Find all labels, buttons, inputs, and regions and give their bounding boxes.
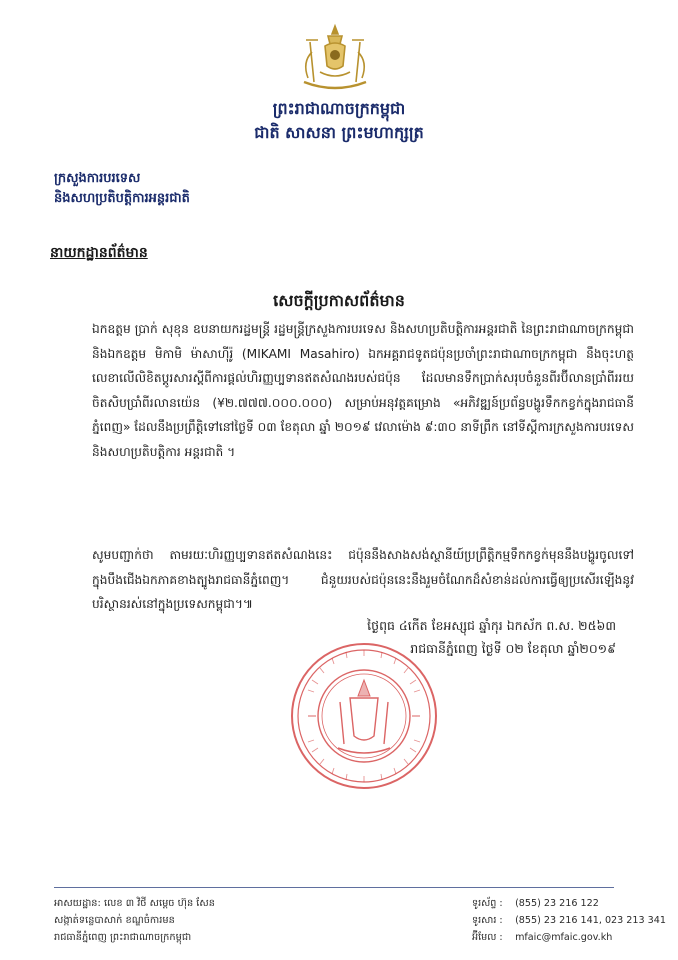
solar-date: រាជធានីភ្នំពេញ ថ្ងៃទី ០២ ខែតុលា ឆ្នាំ២០១៩ (410, 641, 616, 656)
ministry-name-line2: និងសហប្រតិបត្តិការអន្តរជាតិ (54, 191, 190, 206)
email-value[interactable]: mfaic@mfaic.gov.kh (515, 932, 613, 943)
phone-label: ទូរស័ព្ទ : (472, 898, 503, 909)
email-label: អ៊ីមែល : (472, 932, 503, 943)
footer-divider (54, 887, 614, 888)
body-paragraph-1: ឯកឧត្តម ប្រាក់ សុខុន ឧបនាយករដ្ឋមន្ត្រី រដ្ឋមន្ត្រីក្រសួងការបរទេស និងសហប្រតិបត្តិការអន្តរជាតិ នៃព្រះរាជាណាចក្រកម្ពុជា និងឯកឧត្តម មិកាមិ ម៉ាសាហ៊ីរ៉ូ (MIKAMI Masahiro) ឯកអគ្គរាជទូតជប៉ុនប្រចាំព្រះរាជាណាចក្រកម្ពុជា នឹងចុះហត្ថលេខាលើលិខិតប្តូរសារស្តីពីការផ្តល់ហិរញ្ញប្បទានឥតសំណងរបស់ជប៉ុន ដែលមានទឹកប្រាក់សរុបចំនួនពីរប៊ីលានប្រាំពីររយចិតសិបប្រាំពីរលានយ៉េន (¥២.៧៧៧.០០០.០០០) សម្រាប់អនុវត្តគម្រោង «អភិវឌ្ឍន៍ប្រព័ន្ធបង្ហូរទឹកកខ្វក់ក្នុងរាជធានីភ្នំពេញ» ដែលនឹងប្រព្រឹត្តិទៅនៅថ្ងៃទី ០៣ ខែតុលា ឆ្នាំ ២០១៩ វេលាម៉ោង ៩:៣០ នាទីព្រឹក នៅទីស្តីការក្រសួងការបរទេស និងសហប្រតិបត្តិការ អន្តរជាតិ ។ (92, 322, 634, 459)
footer-contacts (472, 895, 666, 946)
document-title: សេចក្តីប្រកាសព័ត៌មាន (273, 291, 405, 310)
footer-address (54, 895, 215, 946)
department-name: នាយកដ្ឋានព័ត៌មាន (50, 245, 148, 261)
address-line-3: រាជធានីភ្នំពេញ ព្រះរាជាណាចក្រកម្ពុជា (54, 932, 192, 943)
address-line-2: សង្កាត់ទន្លេបាសាក់ ខណ្ឌចំការមន (54, 915, 175, 926)
official-seal-icon (288, 640, 440, 792)
phone-row (472, 895, 666, 912)
fax-row (472, 912, 666, 929)
ministry-name-line1: ក្រសួងការបរទេស (54, 171, 141, 186)
lunar-date: ថ្ងៃពុធ ៤កើត ខែអស្សុជ ឆ្នាំកុរ ឯកស័ក ព.ស. ២៥៦៣ (367, 618, 616, 633)
kingdom-name: ព្រះរាជាណាចក្រកម្ពុជា (272, 99, 406, 118)
phone-value: (855) 23 216 122 (515, 898, 599, 909)
national-motto: ជាតិ សាសនា ព្រះមហាក្សត្រ (254, 123, 424, 142)
address-line-1: អាសយដ្ឋាន: លេខ ៣ វិថី សម្ដេច ហ៊ុន សែន (54, 898, 215, 909)
fax-value: (855) 23 216 141, 023 213 341 (515, 915, 666, 926)
royal-emblem-icon (290, 22, 380, 94)
fax-label: ទូរសារ : (472, 915, 503, 926)
email-row (472, 929, 666, 946)
body-paragraph-2: សូមបញ្ជាក់ថា តាមរយៈហិរញ្ញប្បទានឥតសំណងនេះ ជប៉ុននឹងសាងសង់ស្ថានីយ៍ប្រព្រឹត្តិកម្មទឹកកខ្វក់មុននឹងបង្ហូរចូលទៅក្នុងបឹងជើងឯកភាគខាងត្បូងរាជធានីភ្នំពេញ។ ជំនួយរបស់ជប៉ុននេះនឹងរួមចំណែកដ៏សំខាន់ដល់ការធ្វើឲ្យប្រសើរឡើងនូវបរិស្ថានរស់នៅក្នុងប្រទេសកម្ពុជា។៕ (92, 548, 634, 611)
